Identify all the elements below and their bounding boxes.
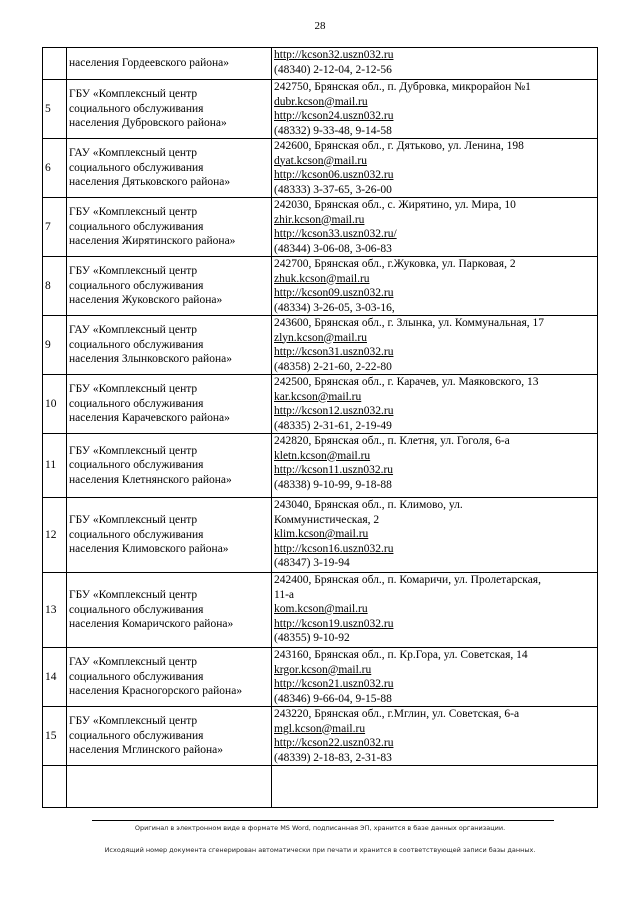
organization-name-line: социального обслуживания: [69, 102, 204, 115]
organization-name-line: населения Карачевского района»: [69, 412, 230, 425]
contact-info: [272, 48, 598, 80]
footer-original-note: Оригинал в электронном виде в формате MS Word, подписанная ЭП, хранится в базе данных организации.: [134, 824, 506, 832]
contact-text: (48338) 9-10-99, 9-18-88: [274, 478, 392, 491]
organization-name-line: населения Жирятинского района»: [69, 235, 236, 248]
table-row: [43, 48, 598, 80]
table-row: [43, 498, 598, 573]
table-row: [43, 80, 598, 139]
contact-info: [272, 648, 598, 707]
row-number: 5: [43, 80, 67, 139]
organization-name-line: ГБУ «Комплексный центр: [69, 206, 198, 219]
organization-name-line: населения Мглинского района»: [69, 744, 224, 757]
organization-name-line: ГАУ «Комплексный центр: [69, 147, 198, 160]
contact-text: (48334) 3-26-05, 3-03-16,: [274, 301, 395, 314]
row-number: 9: [43, 316, 67, 375]
row-number: 6: [43, 139, 67, 198]
organization-name-line: ГБУ «Комплексный центр: [69, 383, 198, 396]
organization-name-line: социального обслуживания: [69, 220, 204, 233]
contact-info: [272, 434, 598, 498]
row-number: 13: [43, 573, 67, 648]
contact-link[interactable]: kom.kcson@mail.ru: [274, 603, 368, 615]
organization-name-line: населения Клетнянского района»: [69, 473, 232, 486]
contact-text: Коммунистическая, 2: [274, 513, 380, 526]
contact-text: 242500, Брянская обл., г. Карачев, ул. Маяковского, 13: [274, 376, 539, 388]
contact-link[interactable]: zhir.kcson@mail.ru: [274, 213, 365, 226]
contact-link[interactable]: http://kcson33.uszn032.ru/: [274, 228, 397, 240]
contact-link[interactable]: http://kcson19.uszn032.ru: [274, 617, 394, 630]
contact-link[interactable]: dubr.kcson@mail.ru: [274, 95, 368, 108]
contact-link[interactable]: http://kcson31.uszn032.ru: [274, 346, 394, 358]
organization-name-line: ГБУ «Комплексный центр: [69, 589, 198, 602]
contact-text: 243040, Брянская обл., п. Климово, ул.: [274, 499, 463, 511]
contact-link[interactable]: http://kcson21.uszn032.ru: [274, 678, 394, 690]
table-row: [43, 257, 598, 316]
organization-name: [67, 198, 272, 257]
table-row: [43, 198, 598, 257]
organization-name-line: социального обслуживания: [69, 603, 204, 616]
organization-name-line: населения Красногорского района»: [69, 685, 243, 698]
organization-name-line: социального обслуживания: [69, 338, 204, 351]
contact-info: [272, 139, 598, 198]
organization-name-line: ГБУ «Комплексный центр: [69, 88, 198, 101]
table-row: [43, 316, 598, 375]
contact-text: 242750, Брянская обл., п. Дубровка, микрорайон №1: [274, 81, 531, 93]
organization-name: [67, 257, 272, 316]
contact-link[interactable]: zhuk.kcson@mail.ru: [274, 272, 370, 285]
footer-divider: [92, 820, 554, 821]
contact-text: 243600, Брянская обл., г. Злынка, ул. Коммунальная, 17: [274, 317, 544, 329]
contact-text: 243160, Брянская обл., п. Кр.Гора, ул. Советская, 14: [274, 649, 528, 661]
organization-name: [67, 648, 272, 707]
organization-name: [67, 139, 272, 198]
organization-name: [67, 434, 272, 498]
table-row: [43, 139, 598, 198]
contact-info: [272, 766, 598, 808]
organization-name-line: ГБУ «Комплексный центр: [69, 265, 198, 278]
organization-name: [67, 573, 272, 648]
organization-name-line: социального обслуживания: [69, 670, 204, 683]
contact-text: 242820, Брянская обл., п. Клетня, ул. Гоголя, 6-а: [274, 435, 510, 447]
organization-name: [67, 316, 272, 375]
contact-info: [272, 498, 598, 573]
contact-link[interactable]: kar.kcson@mail.ru: [274, 390, 362, 403]
contact-text: (48346) 9-66-04, 9-15-88: [274, 692, 392, 705]
organization-name: [67, 766, 272, 808]
contact-text: (48339) 2-18-83, 2-31-83: [274, 751, 392, 764]
contact-text: 242700, Брянская обл., г.Жуковка, ул. Парковая, 2: [274, 258, 516, 270]
row-number: 11: [43, 434, 67, 498]
row-number: 10: [43, 375, 67, 434]
contact-link[interactable]: kletn.kcson@mail.ru: [274, 449, 371, 462]
footer-outgoing-number-note: Исходящий номер документа сгенерирован автоматически при печати и хранится в соответствующей записи базы данных.: [104, 846, 536, 854]
contact-info: [272, 375, 598, 434]
row-number: 12: [43, 498, 67, 573]
row-number: [43, 48, 67, 80]
contact-text: (48340) 2-12-04, 2-12-56: [274, 63, 392, 76]
organization-name-line: ГАУ «Комплексный центр: [69, 656, 198, 669]
organization-name: [67, 707, 272, 766]
table-row: [43, 707, 598, 766]
organization-name: [67, 48, 272, 80]
row-number: 14: [43, 648, 67, 707]
contact-link[interactable]: http://kcson32.uszn032.ru: [274, 49, 394, 61]
contact-text: (48332) 9-33-48, 9-14-58: [274, 124, 392, 137]
contact-text: (48333) 3-37-65, 3-26-00: [274, 183, 392, 196]
row-number: 8: [43, 257, 67, 316]
organization-name-line: социального обслуживания: [69, 528, 204, 541]
contact-text: (48355) 9-10-92: [274, 632, 350, 644]
contact-info: [272, 80, 598, 139]
contact-text: 243220, Брянская обл., г.Мглин, ул. Советская, 6-а: [274, 708, 520, 720]
organization-name: [67, 375, 272, 434]
contact-text: (48347) 3-19-94: [274, 557, 350, 569]
organization-name-line: социального обслуживания: [69, 729, 204, 742]
contact-link[interactable]: http://kcson09.uszn032.ru: [274, 287, 394, 299]
contact-info: [272, 257, 598, 316]
contact-text: (48335) 2-31-61, 2-19-49: [274, 419, 392, 432]
contact-link[interactable]: krgor.kcson@mail.ru: [274, 663, 372, 676]
contact-link[interactable]: dyat.kcson@mail.ru: [274, 154, 367, 167]
organization-name-line: ГБУ «Комплексный центр: [69, 715, 198, 728]
organization-name-line: населения Комаричского района»: [69, 618, 234, 631]
contact-text: (48358) 2-21-60, 2-22-80: [274, 360, 392, 373]
row-number: 7: [43, 198, 67, 257]
contact-text: (48344) 3-06-08, 3-06-83: [274, 242, 392, 255]
table-row: [43, 766, 598, 808]
organization-name-line: ГАУ «Комплексный центр: [69, 324, 198, 337]
organization-name-line: социального обслуживания: [69, 161, 204, 174]
contact-text: 242600, Брянская обл., г. Дятьково, ул. Ленина, 198: [274, 140, 524, 152]
contact-link[interactable]: http://kcson12.uszn032.ru: [274, 405, 394, 417]
contact-link[interactable]: http://kcson06.uszn032.ru: [274, 169, 394, 181]
contact-link[interactable]: zlyn.kcson@mail.ru: [274, 331, 367, 344]
organization-name-line: ГБУ «Комплексный центр: [69, 444, 198, 457]
contact-text: 242030, Брянская обл., с. Жирятино, ул. Мира, 10: [274, 199, 516, 211]
organization-name-line: социального обслуживания: [69, 397, 204, 410]
organization-name: [67, 80, 272, 139]
contact-link[interactable]: http://kcson24.uszn032.ru: [274, 110, 394, 122]
row-number: [43, 766, 67, 808]
contact-info: [272, 316, 598, 375]
contact-info: [272, 573, 598, 648]
table-body: [43, 48, 598, 808]
table-row: [43, 434, 598, 498]
organization-name-line: населения Гордеевского района»: [69, 57, 230, 70]
contact-link[interactable]: http://kcson22.uszn032.ru: [274, 737, 394, 749]
page-number: 28: [314, 20, 326, 32]
table-row: [43, 375, 598, 434]
organization-name-line: населения Злынковского района»: [69, 353, 232, 366]
contact-text: 242400, Брянская обл., п. Комаричи, ул. Пролетарская,: [274, 574, 541, 586]
organization-name-line: социального обслуживания: [69, 279, 204, 292]
organization-name: [67, 498, 272, 573]
organization-name-line: населения Дятьковского района»: [69, 176, 231, 189]
organization-name-line: социального обслуживания: [69, 459, 204, 472]
organizations-table: [42, 47, 598, 808]
contact-link[interactable]: http://kcson11.uszn032.ru: [274, 464, 394, 476]
contact-link[interactable]: mgl.kcson@mail.ru: [274, 722, 366, 735]
contact-text: 11-а: [274, 588, 295, 601]
row-number: 15: [43, 707, 67, 766]
contact-info: [272, 707, 598, 766]
organization-name-line: населения Климовского района»: [69, 543, 229, 556]
organization-name-line: населения Жуковского района»: [69, 294, 223, 307]
contact-link[interactable]: http://kcson16.uszn032.ru: [274, 542, 394, 555]
table-row: [43, 573, 598, 648]
organization-name-line: населения Дубровского района»: [69, 117, 227, 130]
table-row: [43, 648, 598, 707]
organization-name-line: ГБУ «Комплексный центр: [69, 514, 198, 527]
contact-info: [272, 198, 598, 257]
contact-link[interactable]: klim.kcson@mail.ru: [274, 528, 369, 540]
